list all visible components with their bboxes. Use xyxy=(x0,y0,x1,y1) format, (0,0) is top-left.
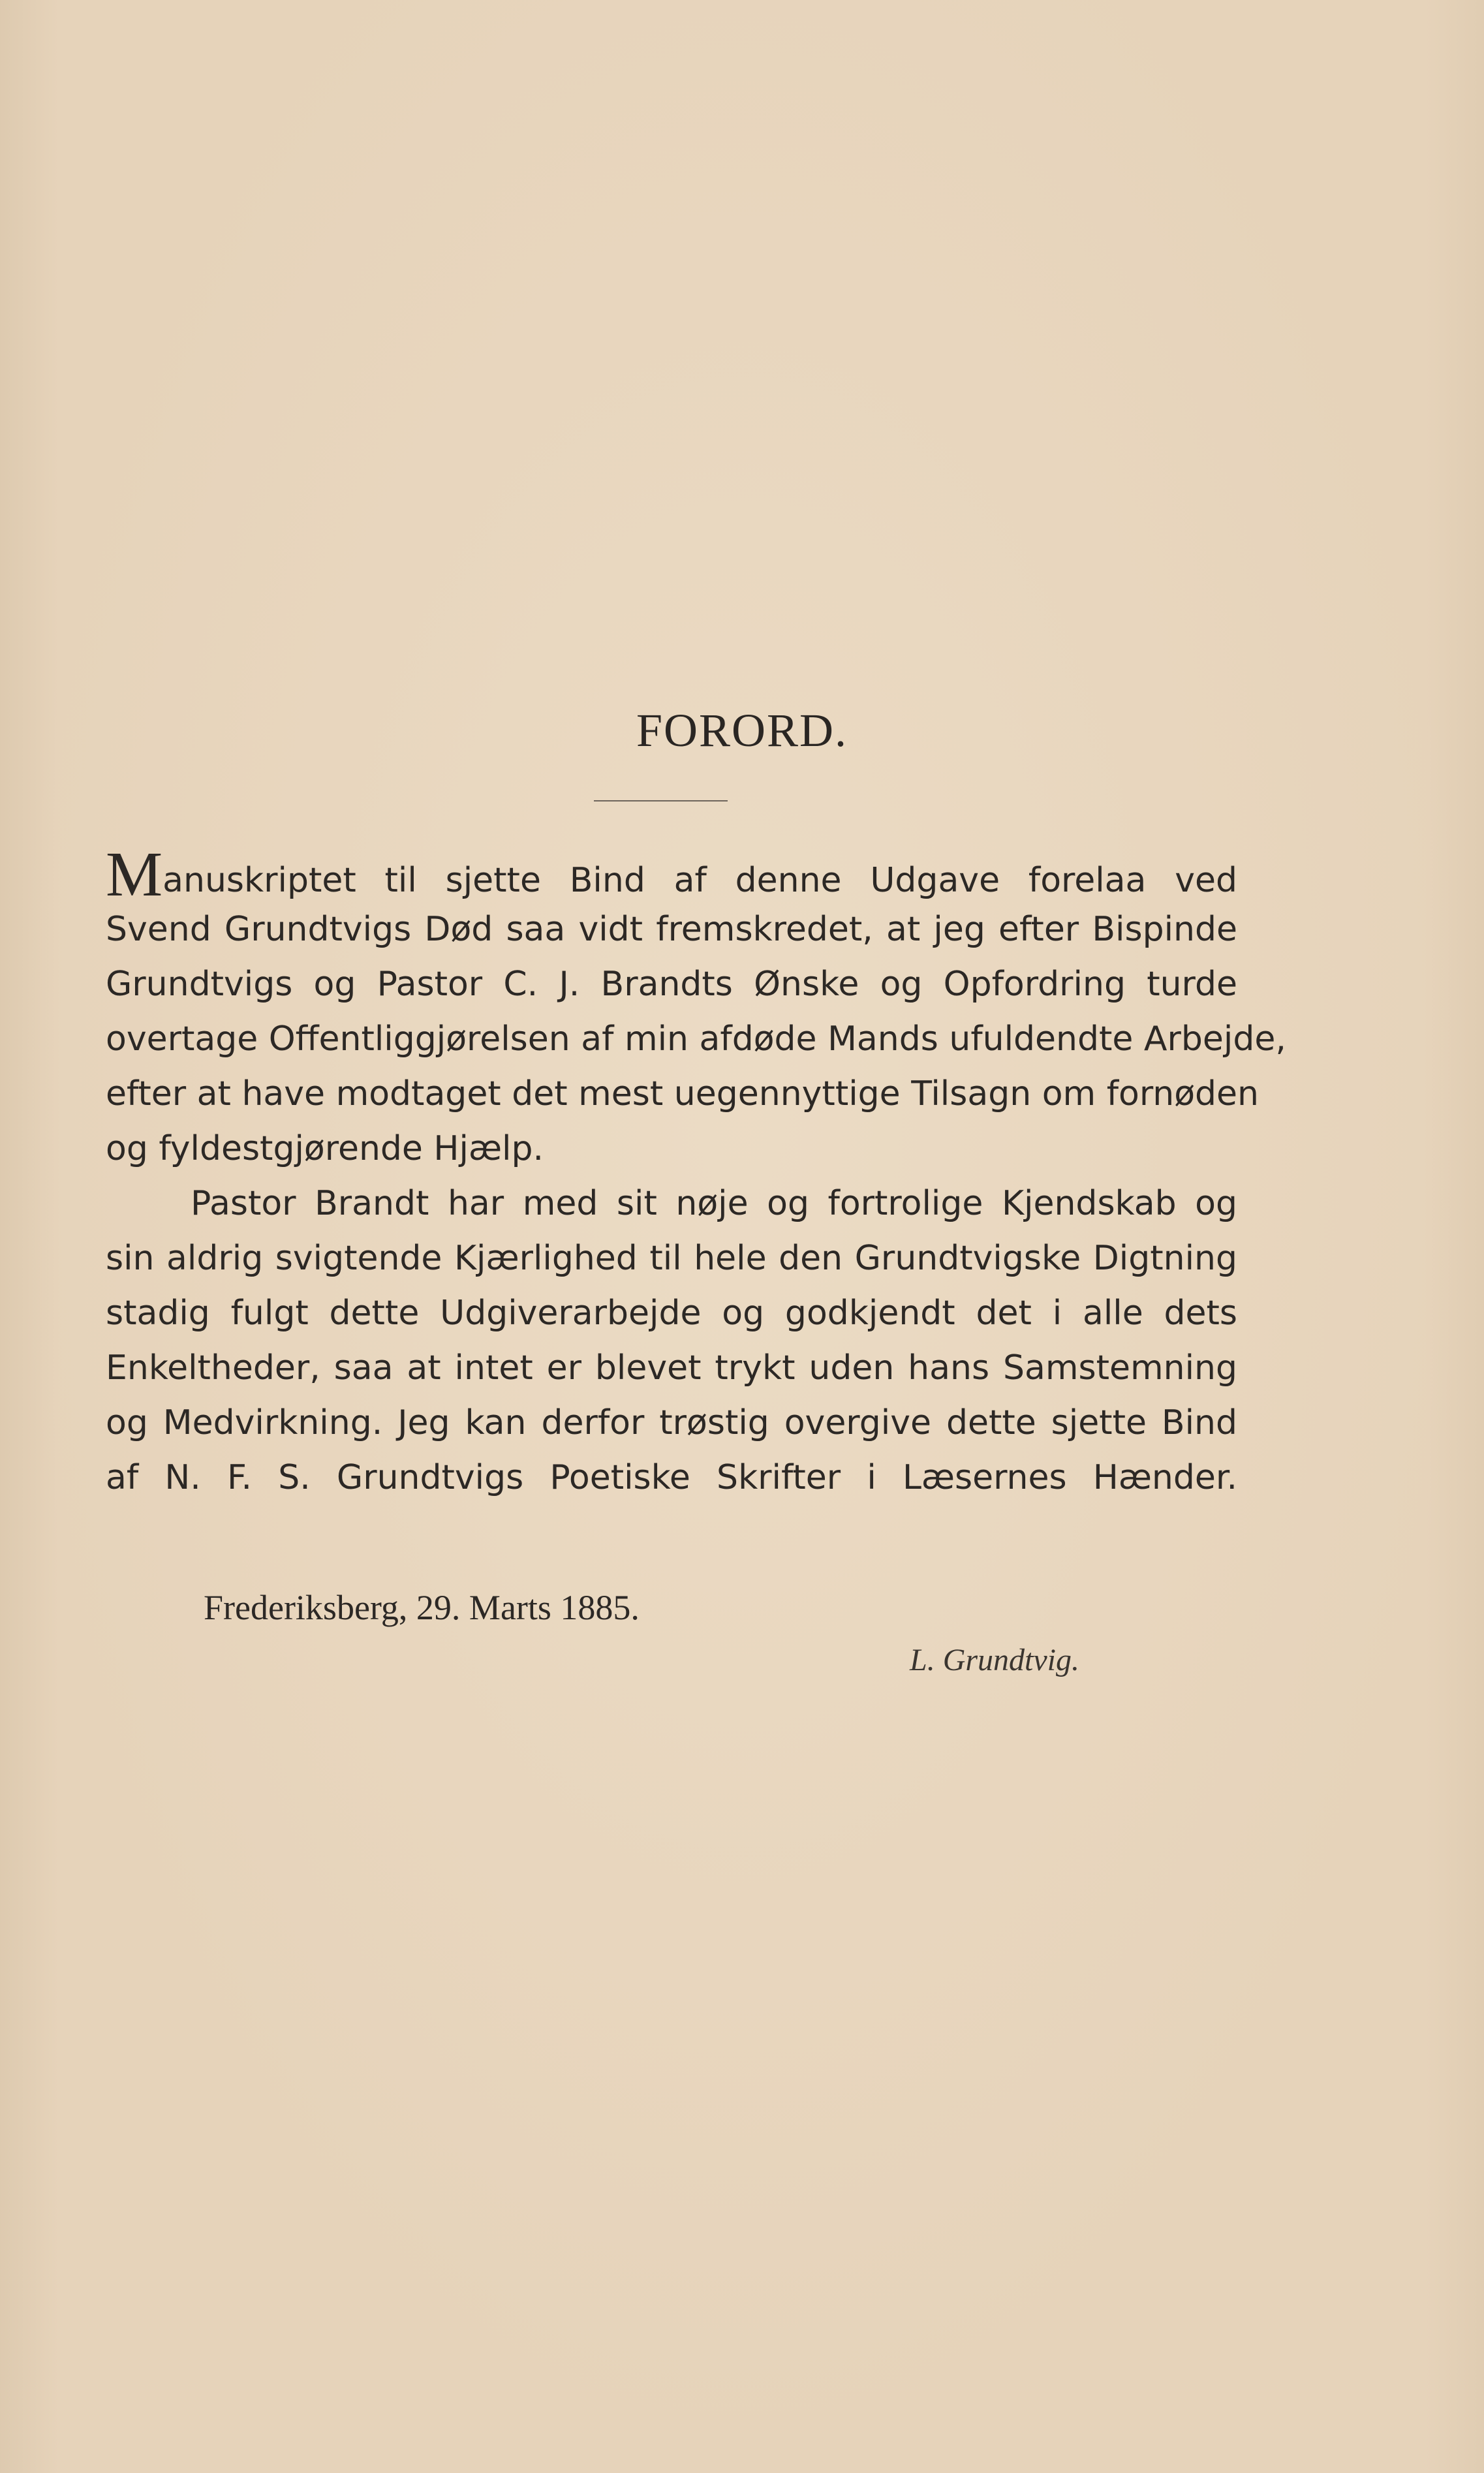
text-line: sin aldrig svigtende Kjærlighed til hele den Grundtvigske Digtning xyxy=(106,1239,1237,1278)
page-title: FORORD. xyxy=(636,704,848,756)
text-line: af N. F. S. Grundtvigs Poetiske Skrifter i Læsernes Hænder. xyxy=(106,1458,1237,1497)
signature: L. Grundtvig. xyxy=(910,1643,1080,1677)
text-line: og Medvirkning. Jeg kan derfor trøstig overgive dette sjette Bind xyxy=(106,1403,1237,1442)
title-divider xyxy=(594,800,728,801)
preface-body xyxy=(106,839,1286,1505)
text-line: Enkeltheder, saa at intet er blevet trykt uden hans Samstemning xyxy=(106,1348,1237,1388)
text-line: efter at have modtaget det mest uegennyttige Tilsagn om fornøden xyxy=(106,1074,1260,1113)
text-line: Svend Grundtvigs Død saa vidt fremskredet, at jeg efter Bispinde xyxy=(106,910,1237,949)
text-line xyxy=(106,839,1237,910)
text-line: Grundtvigs og Pastor C. J. Brandts Ønske og Opfordring turde xyxy=(106,965,1237,1004)
place-date: Frederiksberg, 29. Marts 1885. xyxy=(204,1588,640,1627)
text-line: stadig fulgt dette Udgiverarbejde og godkjendt det i alle dets xyxy=(106,1294,1237,1333)
line-text: anuskriptet til sjette Bind af denne Udgave forelaa ved xyxy=(162,861,1237,900)
text-line: overtage Offentliggjørelsen af min afdøde Mands ufuldendte Arbejde, xyxy=(106,1019,1286,1059)
text-line: og fyldestgjørende Hjælp. xyxy=(106,1129,544,1168)
drop-cap: M xyxy=(106,839,163,910)
text-line: Pastor Brandt har med sit nøje og fortrolige Kjendskab og xyxy=(191,1184,1237,1223)
